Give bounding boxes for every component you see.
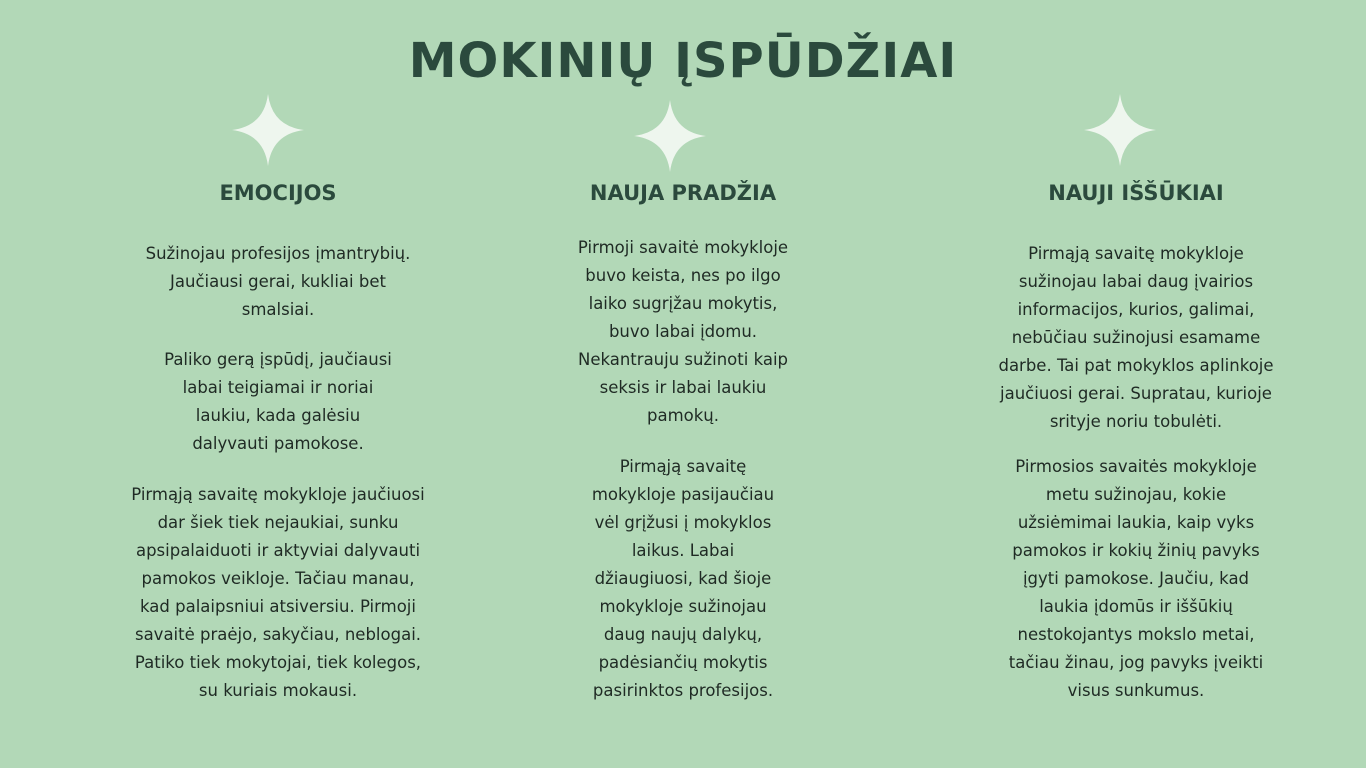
paragraph-line: Pirmosios savaitės mokykloje (1015, 457, 1257, 476)
paragraph-line: darbe. Tai pat mokyklos aplinkoje (998, 356, 1274, 375)
paragraph-line: informacijos, kurios, galimai, (1017, 300, 1255, 319)
column-paragraph (98, 481, 458, 705)
paragraph-line: pamokų. (646, 406, 719, 425)
paragraph-line: Patiko tiek mokytojai, tiek kolegos, (134, 653, 422, 672)
paragraph-line: laikus. Labai (631, 541, 735, 560)
column-paragraph (523, 453, 843, 705)
paragraph-line: savaitė praėjo, sakyčiau, neblogai. (134, 625, 422, 644)
paragraph-line: laukia įdomūs ir iššūkių (1039, 597, 1233, 616)
paragraph-line: dar šiek tiek nejaukiai, sunku (157, 513, 399, 532)
paragraph-line: apsipalaiduoti ir aktyviai dalyvauti (135, 541, 421, 560)
paragraph-line: Jaučiausi gerai, kukliai bet (170, 272, 386, 291)
paragraph-line: mokykloje sužinojau (599, 597, 767, 616)
sparkle-icon (1084, 94, 1156, 166)
paragraph-line: dalyvauti pamokose. (192, 434, 364, 453)
paragraph-line: visus sunkumus. (1067, 681, 1205, 700)
paragraph-line: laiko sugrįžau mokytis, (588, 294, 778, 313)
column-paragraph (956, 240, 1316, 436)
paragraph-line: pasirinktos profesijos. (592, 681, 774, 700)
paragraph-line: tačiau žinau, jog pavyks įveikti (1008, 653, 1264, 672)
paragraph-line: Pirmoji savaitė mokykloje (577, 238, 789, 257)
paragraph-line: sužinojau labai daug įvairios (1018, 272, 1254, 291)
paragraph-line: mokykloje pasijaučiau (591, 485, 775, 504)
page-title: MOKINIŲ ĮSPŪDŽIAI (408, 33, 958, 89)
column-paragraph (956, 453, 1316, 705)
column-paragraph (98, 240, 458, 324)
column-emocijos (98, 0, 458, 768)
paragraph-line: daug naujų dalykų, (603, 625, 763, 644)
paragraph-line: Nekantrauju sužinoti kaip (577, 350, 789, 369)
sparkle-icon (634, 100, 706, 172)
paragraph-line: nestokojantys mokslo metai, (1017, 625, 1255, 644)
column-heading: NAUJA PRADŽIA (589, 181, 777, 205)
paragraph-line: užsiėmimai laukia, kaip vyks (1017, 513, 1255, 532)
sparkle-icon (232, 94, 304, 166)
paragraph-line: Pirmąją savaitę mokykloje jaučiuosi (131, 485, 425, 504)
paragraph-line: labai teigiamai ir noriai (182, 378, 374, 397)
paragraph-line: laukiu, kada galėsiu (195, 406, 361, 425)
paragraph-line: džiaugiuosi, kad šioje (594, 569, 772, 588)
paragraph-line: vėl grįžusi į mokyklos (594, 513, 772, 532)
column-nauji-issukiai (956, 0, 1316, 768)
paragraph-line: pamokos ir kokių žinių pavyks (1012, 541, 1260, 560)
paragraph-line: Paliko gerą įspūdį, jaučiausi (164, 350, 392, 369)
paragraph-line: smalsiai. (241, 300, 315, 319)
paragraph-line: kad palaipsniui atsiversiu. Pirmoji (140, 597, 416, 616)
paragraph-line: įgyti pamokose. Jaučiu, kad (1022, 569, 1250, 588)
column-heading: EMOCIJOS (219, 181, 337, 205)
paragraph-line: su kuriais mokausi. (198, 681, 358, 700)
paragraph-line: metu sužinojau, kokie (1045, 485, 1227, 504)
paragraph-line: padėsiančių mokytis (598, 653, 768, 672)
paragraph-line: seksis ir labai laukiu (599, 378, 767, 397)
column-heading: NAUJI IŠŠŪKIAI (1048, 181, 1224, 205)
paragraph-line: buvo keista, nes po ilgo (585, 266, 781, 285)
paragraph-line: pamokos veikloje. Tačiau manau, (141, 569, 415, 588)
paragraph-line: Pirmąją savaitę mokykloje (1028, 244, 1244, 263)
paragraph-line: nebūčiau sužinojusi esamame (1011, 328, 1261, 347)
paragraph-line: buvo labai įdomu. (608, 322, 758, 341)
column-paragraph (523, 234, 843, 430)
column-nauja-pradzia (523, 0, 843, 768)
paragraph-line: srityje noriu tobulėti. (1049, 412, 1223, 431)
column-paragraph (98, 346, 458, 458)
paragraph-line: Sužinojau profesijos įmantrybių. (145, 244, 411, 263)
paragraph-line: Pirmąją savaitę (619, 457, 747, 476)
paragraph-line: jaučiuosi gerai. Supratau, kurioje (1000, 384, 1272, 403)
